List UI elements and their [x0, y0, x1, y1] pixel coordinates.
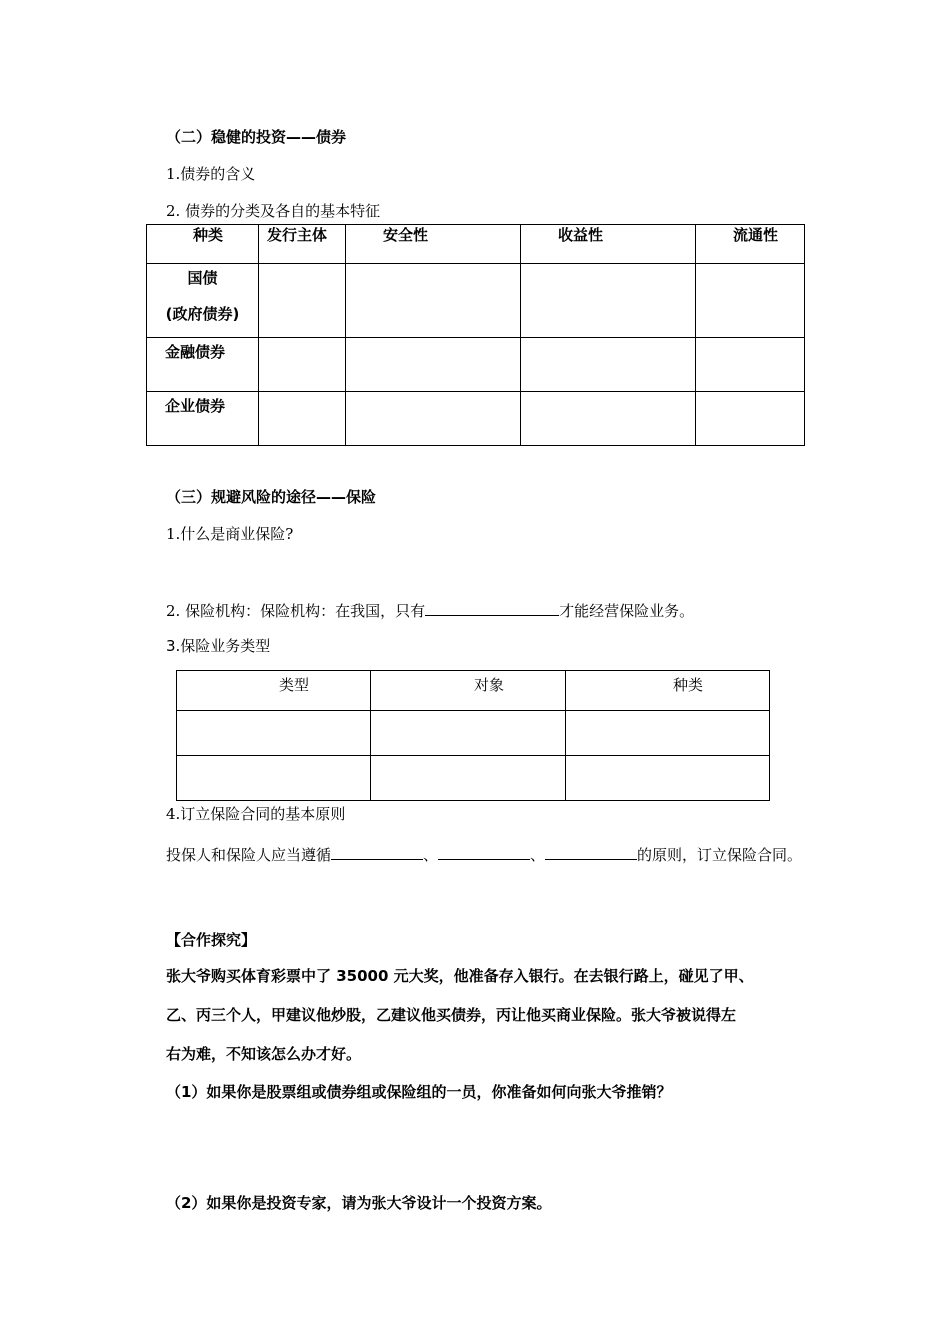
bond-question-1: 1.债券的含义: [166, 165, 256, 183]
table-cell[interactable]: [521, 338, 696, 392]
insurance-question-2-prefix: 2. 保险机构：保险机构：在我国，只有: [166, 602, 426, 620]
row-label-line: (政府债券): [165, 305, 240, 323]
table-cell[interactable]: [566, 756, 770, 801]
principles-prefix: 投保人和保险人应当遵循: [166, 846, 332, 864]
bond-classification-table: [146, 224, 805, 446]
table-cell[interactable]: [696, 264, 805, 338]
insurance-question-2-suffix: 才能经营保险业务。: [559, 602, 695, 620]
header-cell-category: 类型: [177, 671, 371, 711]
cooperation-heading: 【合作探究】: [166, 931, 257, 949]
header-cell-target: 对象: [371, 671, 566, 711]
fill-blank-principle-3[interactable]: [545, 843, 637, 860]
table-cell[interactable]: [346, 392, 521, 446]
insurance-question-1: 1.什么是商业保险?: [166, 525, 294, 543]
row-label-government-bond: [147, 264, 259, 338]
header-cell-kind: 种类: [566, 671, 770, 711]
table-cell[interactable]: [346, 264, 521, 338]
table-cell[interactable]: [259, 264, 346, 338]
table-cell[interactable]: [521, 392, 696, 446]
header-cell-liquidity: 流通性: [696, 225, 805, 264]
header-cell-issuer: 发行主体: [259, 225, 346, 264]
cooperation-paragraph-line: 右为难，不知该怎么办才好。: [166, 1045, 362, 1063]
table-cell[interactable]: [177, 711, 371, 756]
principles-suffix: 的原则，订立保险合同。: [637, 846, 803, 864]
table-cell[interactable]: [371, 756, 566, 801]
insurance-question-4: 4.订立保险合同的基本原则: [166, 805, 346, 823]
cooperation-paragraph-line: 张大爷购买体育彩票中了 35000 元大奖，他准备存入银行。在去银行路上，碰见了甲、: [166, 967, 754, 985]
fill-blank-principle-2[interactable]: [438, 843, 530, 860]
header-cell-return: 收益性: [521, 225, 696, 264]
insurance-question-2: [166, 599, 694, 621]
table-cell[interactable]: [371, 711, 566, 756]
table-row: [147, 264, 805, 338]
header-cell-safety: 安全性: [346, 225, 521, 264]
insurance-type-table: [176, 670, 770, 801]
insurance-section-heading: （三）规避风险的途径——保险: [166, 488, 377, 506]
table-row: [177, 711, 770, 756]
cooperation-question-2: （2）如果你是投资专家，请为张大爷设计一个投资方案。: [166, 1194, 552, 1212]
table-cell[interactable]: [696, 338, 805, 392]
fill-blank-principle-1[interactable]: [331, 843, 423, 860]
table-row: [147, 338, 805, 392]
table-row: [177, 756, 770, 801]
table-cell[interactable]: [521, 264, 696, 338]
insurance-question-3: 3.保险业务类型: [166, 637, 271, 655]
row-label-corporate-bond: 企业债券: [147, 392, 259, 446]
table-header-row: [177, 671, 770, 711]
principles-separator: 、: [423, 846, 439, 864]
cooperation-paragraph-line: 乙、丙三个人，甲建议他炒股，乙建议他买债券，丙让他买商业保险。张大爷被说得左: [166, 1006, 737, 1024]
table-header-row: [147, 225, 805, 264]
table-cell[interactable]: [696, 392, 805, 446]
bond-section-heading: （二）稳健的投资——债券: [166, 128, 347, 146]
row-label-line: 国债: [187, 269, 218, 287]
bond-question-2: 2. 债券的分类及各自的基本特征: [166, 202, 381, 220]
principles-separator: 、: [530, 846, 546, 864]
fill-blank-institution[interactable]: [425, 599, 559, 616]
header-cell-type: 种类: [147, 225, 259, 264]
insurance-principles-line: [166, 843, 802, 865]
table-cell[interactable]: [259, 392, 346, 446]
row-label-financial-bond: 金融债券: [147, 338, 259, 392]
table-cell[interactable]: [259, 338, 346, 392]
table-cell[interactable]: [566, 711, 770, 756]
table-cell[interactable]: [177, 756, 371, 801]
table-row: [147, 392, 805, 446]
cooperation-question-1: （1）如果你是股票组或债券组或保险组的一员，你准备如何向张大爷推销？: [166, 1083, 672, 1101]
table-cell[interactable]: [346, 338, 521, 392]
